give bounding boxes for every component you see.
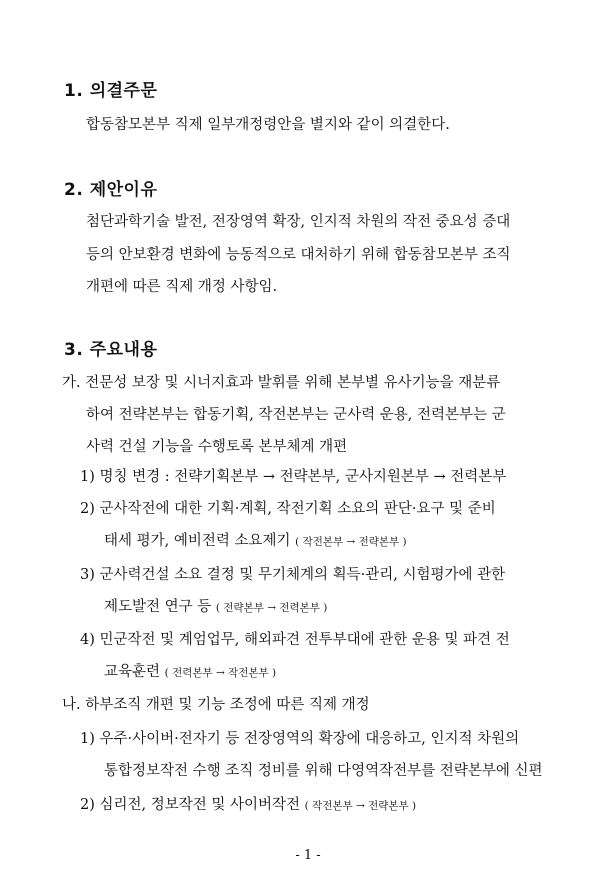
page-number: - 1 - <box>295 848 321 863</box>
subitem-line: 통합정보작전 수행 조직 정비를 위해 다영역작전부를 전략본부에 신편 <box>104 763 543 779</box>
section-heading-reason: 2. 제안이유 <box>64 180 158 200</box>
subitem-continuation: 제도발전 연구 등 <box>104 599 212 615</box>
subitem-line: 1) 명칭 변경 : 전략기획본부 → 전략본부, 군사지원본부 → 전력본부 <box>80 469 507 485</box>
subitem-line <box>104 597 327 618</box>
subitem-line <box>104 662 276 683</box>
subitem-line: 4) 민군작전 및 계엄업무, 해외파견 전투부대에 관한 운용 및 파견 전 <box>80 632 510 648</box>
subitem-line <box>104 531 407 552</box>
section-text-line: 첨단과학기술 발전, 전장영역 확장, 인지적 차원의 작전 중요성 증대 <box>86 214 511 230</box>
subitem-line: 1) 우주·사이버·전자기 등 전장영역의 확장에 대응하고, 인지적 차원의 <box>80 731 520 747</box>
subitem-line: 2) 군사작전에 대한 기획·계획, 작전기획 소요의 판단·요구 및 준비 <box>80 501 496 517</box>
item-na-line: 나. 하부조직 개편 및 기능 조정에 따른 직제 개정 <box>62 697 370 713</box>
subitem-continuation: 태세 평가, 예비전력 소요제기 <box>104 533 291 549</box>
item-ga-line: 가. 전문성 보장 및 시너지효과 발휘를 위해 본부별 유사기능을 재분류 <box>62 375 501 391</box>
item-ga-line: 사력 건설 기능을 수행토록 본부체계 개편 <box>86 439 348 455</box>
transfer-note: ( 전략본부 → 전력본부 ) <box>215 602 328 614</box>
item-ga-line: 하여 전략본부는 합동기획, 작전본부는 군사력 운용, 전력본부는 군 <box>86 407 506 423</box>
transfer-note: ( 작전본부 → 전략본부 ) <box>295 536 407 548</box>
section-text-line: 등의 안보환경 변화에 능동적으로 대처하기 위해 합동참모본부 조직 <box>86 247 511 263</box>
section-heading-decision: 1. 의결주문 <box>64 81 158 101</box>
section-text-line: 개편에 따른 직제 개정 사항임. <box>86 279 278 295</box>
subitem-line <box>80 795 416 816</box>
section-heading-main-content: 3. 주요내용 <box>64 340 158 360</box>
section-text-line: 합동참모본부 직제 일부개정령안을 별지와 같이 의결한다. <box>86 117 450 133</box>
transfer-note: ( 전력본부 → 작전본부 ) <box>164 667 277 679</box>
transfer-note: ( 작전본부 → 전략본부 ) <box>304 800 417 812</box>
subitem-line: 3) 군사력건설 소요 결정 및 무기체계의 획득·관리, 시험평가에 관한 <box>80 567 506 583</box>
subitem-text: 2) 심리전, 정보작전 및 사이버작전 <box>80 797 301 813</box>
subitem-continuation: 교육훈련 <box>104 664 161 680</box>
